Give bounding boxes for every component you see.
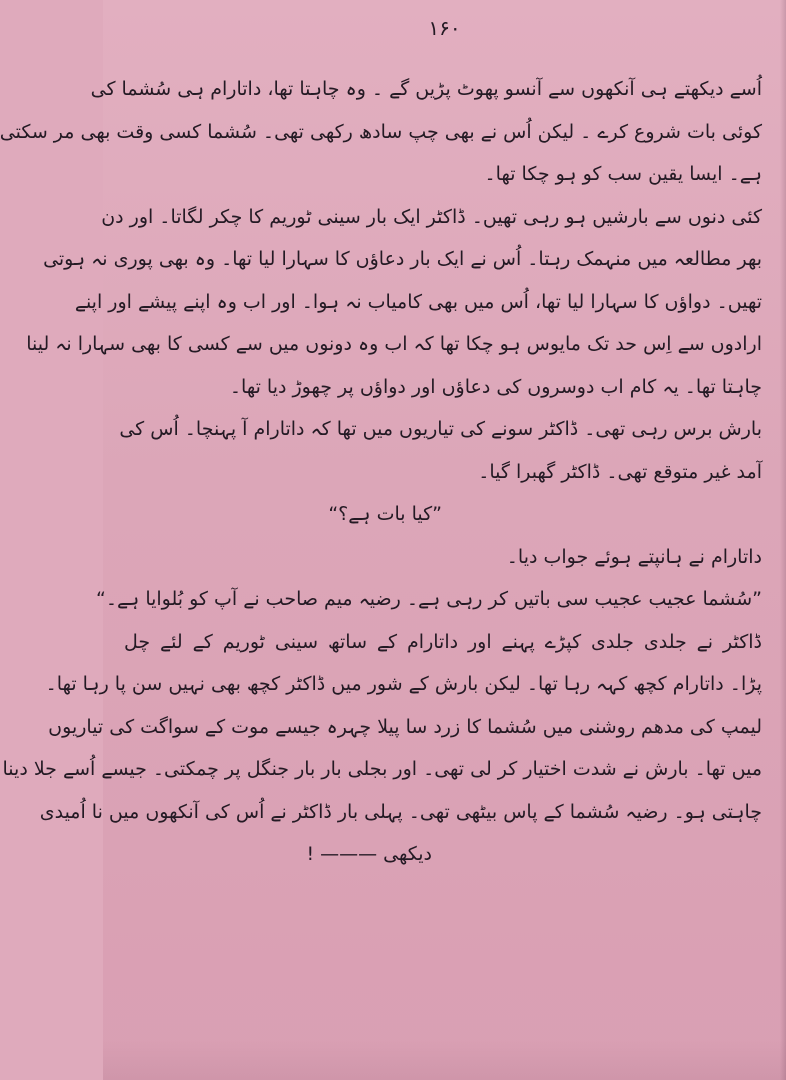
text-line: آمد غیر متوقع تھی۔ ڈاکٹر گھبرا گیا۔ [478,460,762,483]
text-line: داتارام نے ہانپتے ہوئے جواب دیا۔ [506,545,762,568]
text-line: ڈاکٹر نے جلدی جلدی کپڑے پہنے اور داتارام کے ساتھ سینی ٹوریم کے لئے چل [124,630,762,653]
text-line: تھیں۔ دواؤں کا سہارا لیا تھا، اُس میں بھی کامیاب نہ ہوا۔ اور اب وہ اپنے پیشے اور اپنے [74,290,762,313]
text-line: بھر مطالعہ میں منہمک رہتا۔ اُس نے ایک بار دعاؤں کا سہارا لیا تھا۔ وہ بھی پوری نہ ہوتی [43,248,762,270]
text-line: بارش برس رہی تھی۔ ڈاکٹر سونے کی تیاریوں میں تھا کہ داتارام آ پہنچا۔ اُس کی [119,418,762,440]
text-line: ”سُشما عجیب عجیب سی باتیں کر رہی ہے۔ رضیہ میم صاحب نے آپ کو بُلوایا ہے۔“ [96,588,762,610]
text-line: ارادوں سے اِس حد تک مایوس ہو چکا تھا کہ اب وہ دونوں میں سے کسی کا بھی سہارا نہ لینا [26,333,762,355]
text-line: چاہتی ہو۔ رضیہ سُشما کے پاس بیٹھی تھی۔ پہلی بار ڈاکٹر نے اُس کی آنکھوں میں نا اُمیدی [39,800,762,823]
scan-bottom-shadow [103,1040,786,1080]
text-line: میں تھا۔ بارش نے شدت اختیار کر لی تھی۔ اور بجلی بار بار جنگل پر چمکتی۔ جیسے اُسے جلا دینا [2,758,762,780]
page-number: ۱۶۰ [428,16,461,40]
text-line: لیمپ کی مدھم روشنی میں سُشما کا زرد سا پیلا چہرہ جیسے موت کے سواگت کی تیاریوں [48,715,762,738]
text-line: دیکھی ——— ! [306,843,432,865]
text-line: ہے۔ ایسا یقین سب کو ہو چکا تھا۔ [484,163,762,185]
text-line: اُسے دیکھتے ہی آنکھوں سے آنسو پھوٹ پڑیں گے ۔ وہ چاہتا تھا، داتارام ہی سُشما کی [90,78,762,100]
text-line: ”کیا بات ہے؟“ [328,503,442,525]
text-line: کوئی بات شروع کرے ۔ لیکن اُس نے بھی چپ سادھ رکھی تھی۔ سُشما کسی وقت بھی مر سکتی [0,120,762,143]
scan-edge-shadow [780,0,786,1080]
text-line: کئی دنوں سے بارشیں ہو رہی تھیں۔ ڈاکٹر ایک بار سینی ٹوریم کا چکر لگاتا۔ اور دن [101,205,762,228]
body-text [0,68,762,876]
text-line: پڑا۔ داتارام کچھ کہہ رہا تھا۔ لیکن بارش کے شور میں ڈاکٹر کچھ بھی نہیں سن پا رہا تھا۔ [45,673,762,695]
text-line: چاہتا تھا۔ یہ کام اب دوسروں کی دعاؤں اور دواؤں پر چھوڑ دیا تھا۔ [229,375,762,398]
